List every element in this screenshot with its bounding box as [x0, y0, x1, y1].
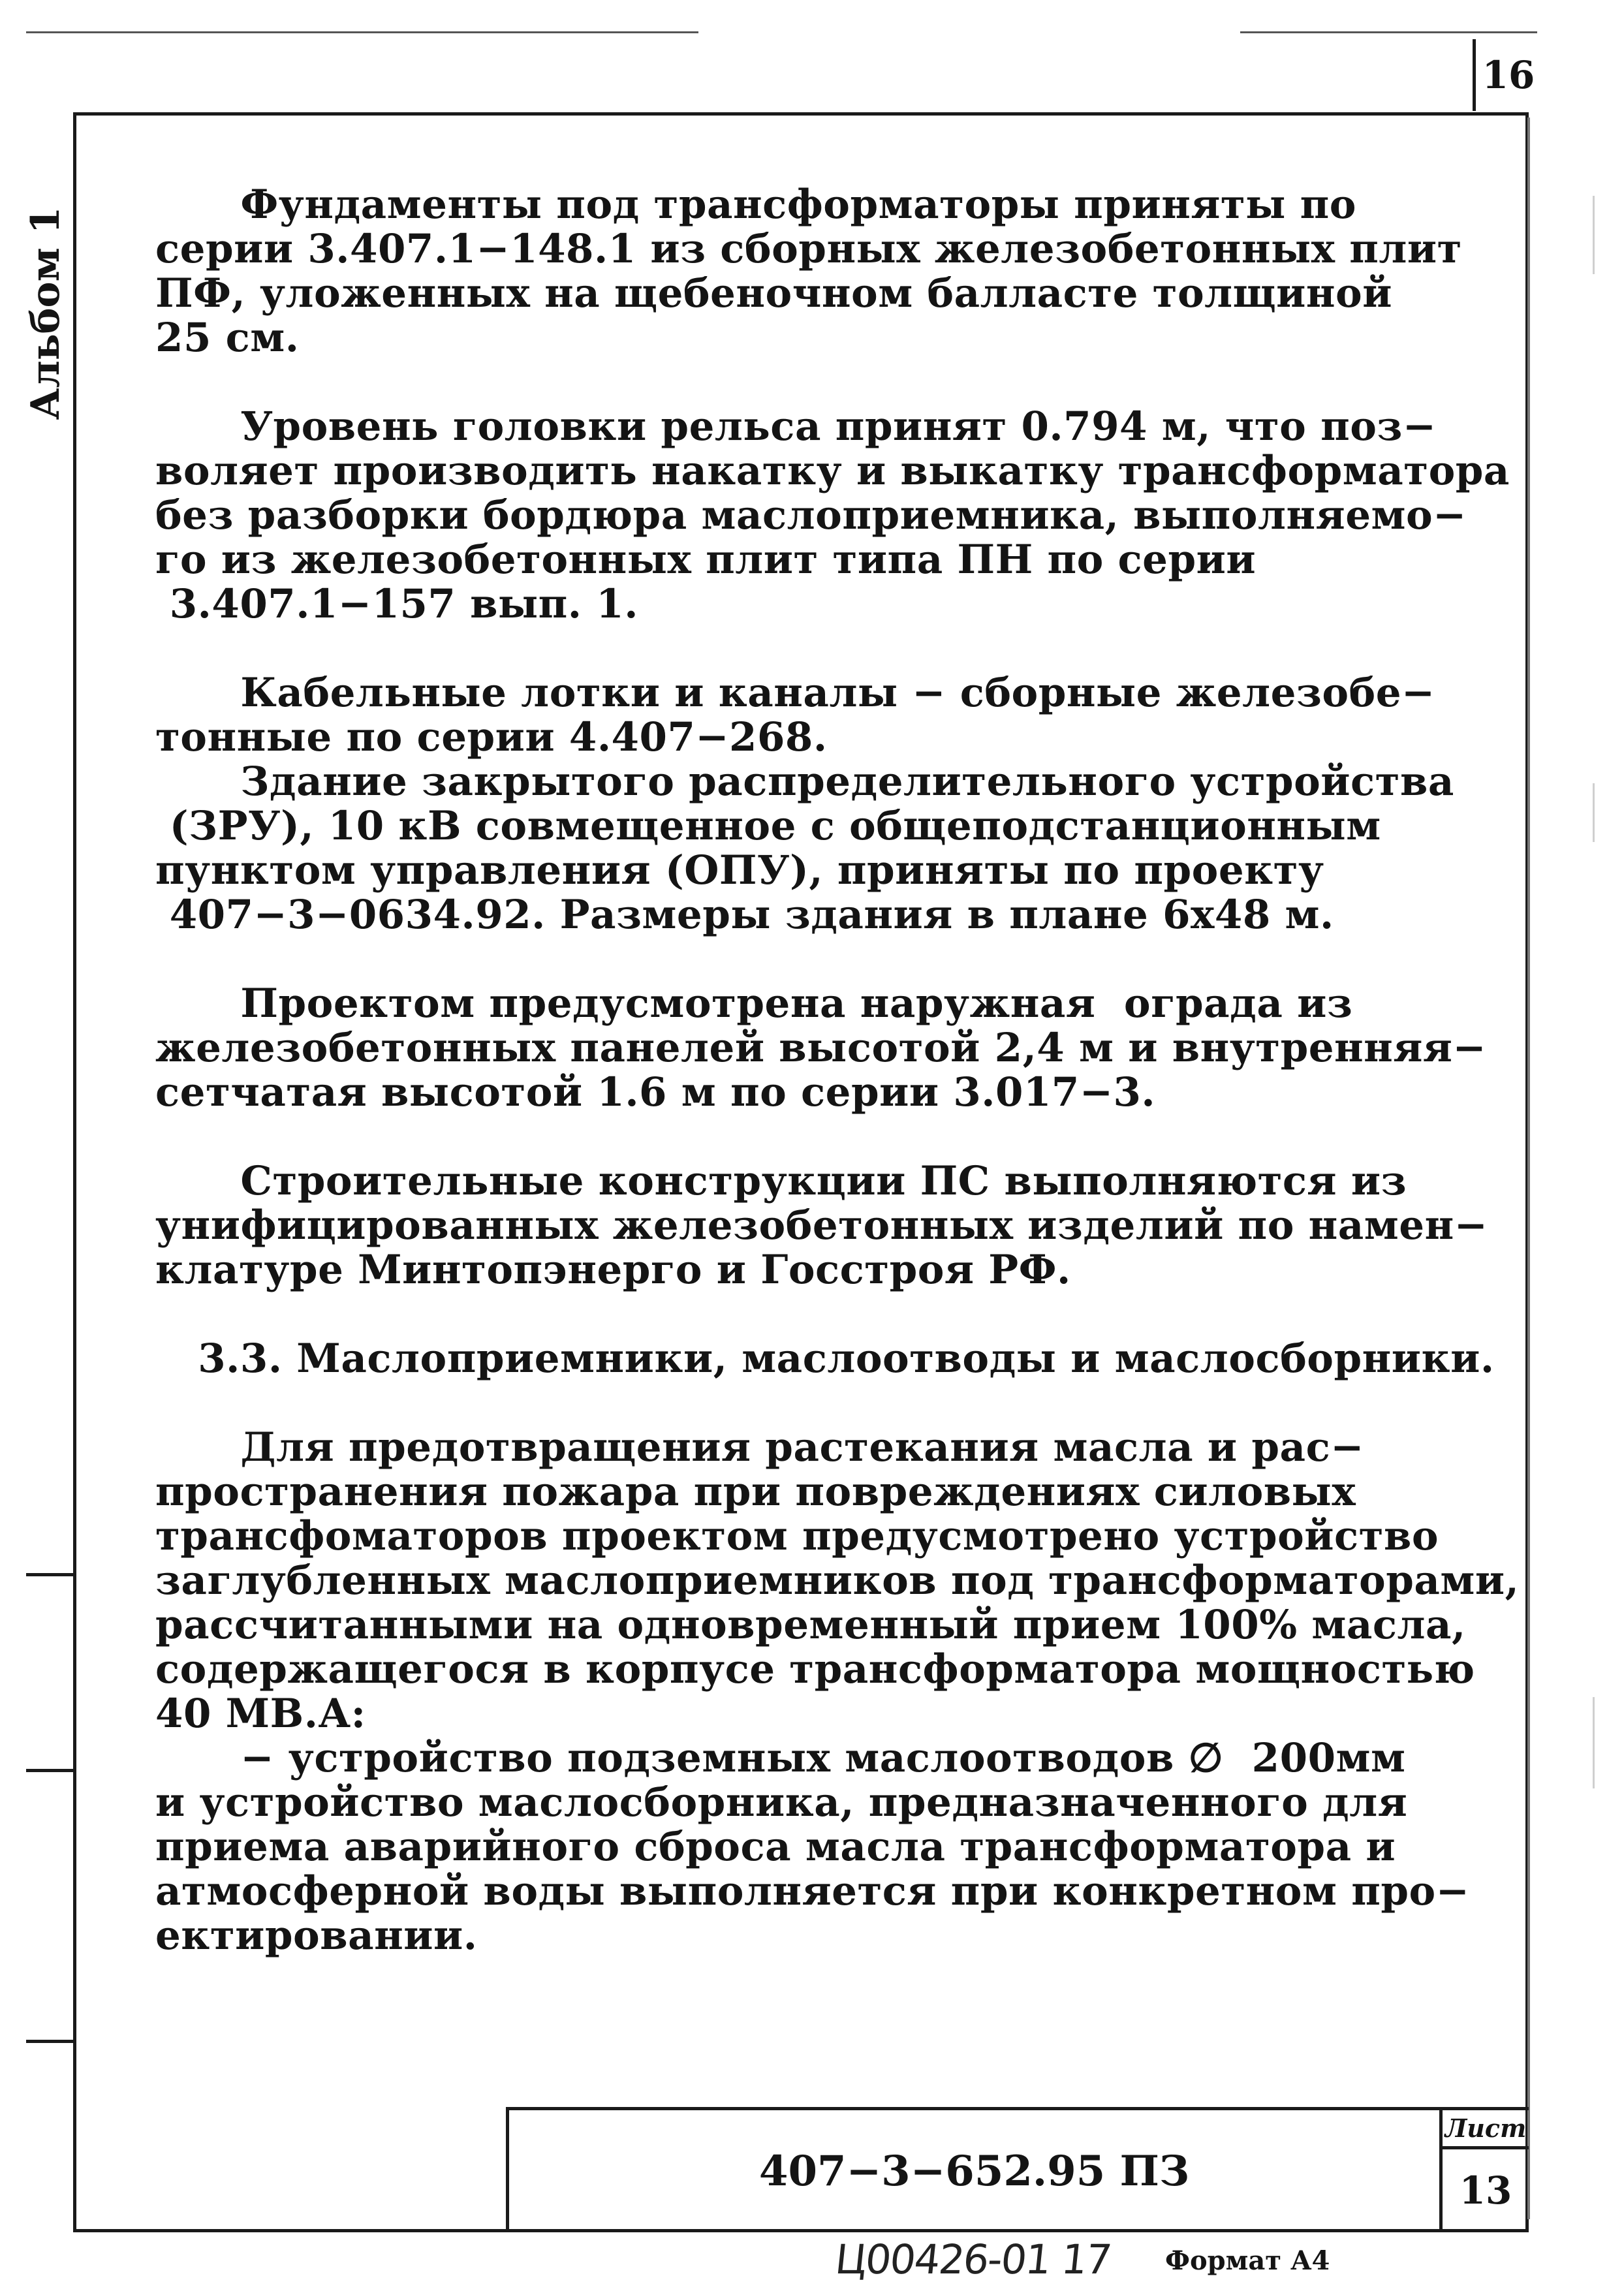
- text-line: 25 см.: [155, 315, 300, 361]
- paragraph-gap: [155, 627, 1520, 671]
- text-line: ектировании.: [155, 1912, 478, 1959]
- text-line: железобетонных панелей высотой 2,4 м и внутренняя−: [155, 1025, 1487, 1071]
- text-line: содержащегося в корпусе трансформатора мощностью: [155, 1646, 1475, 1692]
- text-line: Фундаменты под трансформаторы приняты по: [155, 181, 1356, 228]
- document-code: 407−3−652.95 ПЗ: [758, 2147, 1190, 2196]
- section-heading-3-3: [155, 1337, 1520, 1381]
- text-line: воляет производить накатку и выкатку трансформатора: [155, 448, 1510, 494]
- paragraph-gap: [155, 360, 1520, 405]
- text-line: Проектом предусмотрена наружная ограда из: [155, 980, 1353, 1027]
- scan-edge-mark: [1593, 1697, 1595, 1788]
- text-line: заглубленных маслоприемников под трансформаторами,: [155, 1557, 1520, 1604]
- paragraph-gap: [155, 937, 1520, 982]
- sheet-label: Лист: [1443, 2110, 1529, 2149]
- text-line: трансфоматоров проектом предусмотрено устройство: [155, 1513, 1439, 1559]
- text-line: клатуре Минтопэнерго и Госстроя РФ.: [155, 1247, 1071, 1293]
- sheet-number: 13: [1459, 2168, 1512, 2213]
- paragraph-fence: [155, 982, 1520, 1115]
- top-rule-left: [26, 31, 698, 33]
- sheet-box: [1439, 2110, 1529, 2232]
- text-line: 407−3−0634.92. Размеры здания в плане 6х48 м.: [155, 892, 1334, 938]
- margin-tick: [26, 2040, 76, 2043]
- text-line: Здание закрытого распределительного устройства: [155, 758, 1454, 805]
- scan-edge-mark: [1593, 196, 1595, 274]
- paragraph-gap: [155, 1292, 1520, 1337]
- text-line: серии 3.407.1−148.1 из сборных железобетонных плит: [155, 226, 1462, 272]
- title-block: [506, 2107, 1529, 2232]
- text-line: 3.407.1−157 вып. 1.: [155, 581, 638, 627]
- text-line: (ЗРУ), 10 кВ совмещенное с общеподстанционным: [155, 803, 1381, 849]
- text-line: Для предотвращения растекания масла и рас−: [155, 1424, 1364, 1471]
- text-line: унифицированных железобетонных изделий по намен−: [155, 1202, 1488, 1249]
- text-line: 40 МВ.А:: [155, 1691, 366, 1737]
- text-line: ПФ, уложенных на щебеночном балласте толщиной: [155, 270, 1392, 317]
- text-line: приема аварийного сброса масла трансформатора и: [155, 1824, 1396, 1870]
- margin-tick: [26, 1769, 76, 1772]
- format-label: Формат А4: [1165, 2245, 1330, 2276]
- frame-shadow-line: [1527, 117, 1530, 2219]
- section-heading: 3.3. Маслоприемники, маслоотводы и маслосборники.: [155, 1335, 1495, 1382]
- page-number: 16: [1473, 39, 1541, 111]
- top-rule-right: [1240, 31, 1537, 33]
- text-line: пунктом управления (ОПУ), приняты по проекту: [155, 847, 1324, 894]
- text-line: − устройство подземных маслоотводов ∅ 200мм: [155, 1735, 1406, 1781]
- text-line: без разборки бордюра маслоприемника, выполняемо−: [155, 492, 1467, 538]
- text-line: пространения пожара при повреждениях силовых: [155, 1469, 1356, 1515]
- paragraph-gap: [155, 1115, 1520, 1159]
- album-label: Альбом 1: [23, 206, 69, 420]
- inventory-stamp: Ц00426-01 17: [833, 2236, 1114, 2283]
- paragraph-oil-receivers: [155, 1426, 1520, 1958]
- scan-edge-mark: [1593, 783, 1595, 842]
- paragraph-structures: [155, 1159, 1520, 1292]
- paragraph-gap: [155, 1381, 1520, 1426]
- paragraph-foundations: [155, 183, 1520, 360]
- text-line: Уровень головки рельса принят 0.794 м, что поз−: [155, 403, 1437, 450]
- text-line: рассчитанными на одновременный прием 100% масла,: [155, 1602, 1466, 1648]
- paragraph-rail-level: [155, 405, 1520, 627]
- text-line: Кабельные лотки и каналы − сборные железобе−: [155, 670, 1435, 716]
- margin-tick: [26, 1573, 76, 1576]
- text-line: Строительные конструкции ПС выполняются из: [155, 1158, 1407, 1204]
- text-line: сетчатая высотой 1.6 м по серии 3.017−3.: [155, 1069, 1156, 1115]
- text-line: атмосферной воды выполняется при конкретном про−: [155, 1868, 1470, 1914]
- text-line: го из железобетонных плит типа ПН по серии: [155, 537, 1257, 583]
- paragraph-cable-trays: [155, 671, 1520, 937]
- text-line: и устройство маслосборника, предназначенного для: [155, 1779, 1408, 1826]
- document-body: [155, 183, 1520, 1958]
- text-line: тонные по серии 4.407−268.: [155, 714, 828, 760]
